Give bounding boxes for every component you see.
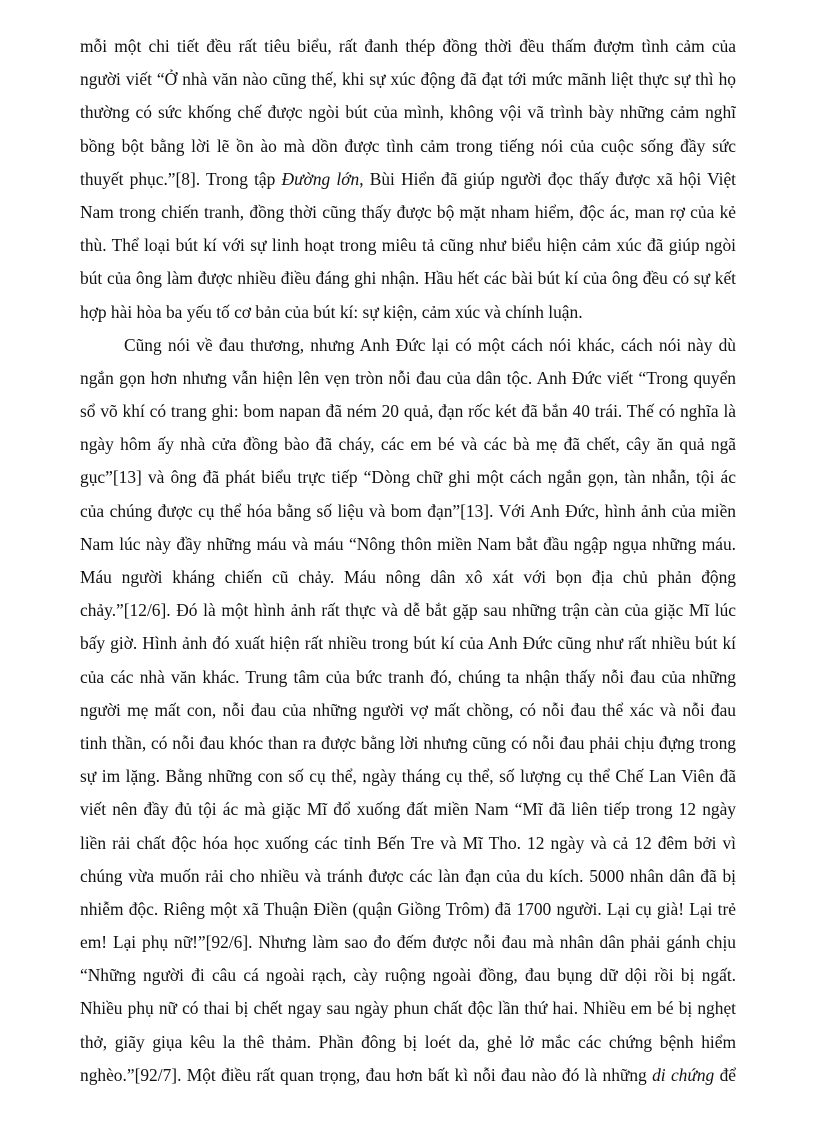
text-line [80, 1059, 736, 1092]
body-text [80, 30, 736, 1092]
text-line: nhiễm độc. Riêng một xã Thuận Điền (quận Giồng Trôm) đã 1700 người. Lại cụ già! Lại trẻ [80, 898, 736, 919]
book-title: Đường lớn [281, 168, 360, 189]
text-line: sổ võ khí có trang ghi: bom napan đã ném 20 quả, đạn rốc két đã bắn 40 trái. Thế có nghĩa là [80, 401, 736, 422]
text-line: tinh thần, có nỗi đau khóc than ra được bằng lời nhưng cũng có nỗi đau phải chịu đựng trong [80, 732, 736, 753]
text-line: của các nhà văn khác. Trung tâm của bức tranh đó, chúng ta nhận thấy nỗi đau của những [80, 666, 736, 687]
text-line: ngày hôm ấy nhà cửa đồng bào đã cháy, các em bé và các bà mẹ đã chết, cây ăn quả ngã [80, 434, 736, 455]
text-line: bồng bột bằng lời lẽ ồn ào mà dồn được tình cảm trong tiếng nói của cuộc sống đầy sức [80, 135, 736, 156]
text-line: bút của ông làm được nhiều điều đáng ghi nhận. Hầu hết các bài bút kí của ông đều có sự kết [80, 268, 736, 289]
text-run: để [714, 1064, 736, 1085]
text-line: người viết “Ở nhà văn nào cũng thế, khi sự xúc động đã đạt tới mức mãnh liệt thực sự thì họ [80, 69, 736, 90]
text-line: thở, giãy giụa kêu la thê thảm. Phần đông bị loét da, ghẻ lở mắc các chứng bệnh hiểm [80, 1031, 736, 1052]
text-line: thù. Thể loại bút kí với sự linh hoạt trong miêu tả cũng như biểu hiện cảm xúc đã giúp ngòi [80, 235, 736, 256]
text-run: nghèo.”[92/7]. Một điều rất quan trọng, đau hơn bất kì nỗi đau nào đó là những [80, 1064, 653, 1085]
text-line: bấy giờ. Hình ảnh đó xuất hiện rất nhiều trong bút kí của Anh Đức cũng như rất nhiều bút kí [80, 633, 736, 654]
text-line: Nam trong chiến tranh, đồng thời cũng thấy được bộ mặt nham hiểm, độc ác, man rợ của kẻ [80, 201, 736, 222]
text-line: gục”[13] và ông đã phát biểu trực tiếp “Dòng chữ ghi một cách ngắn gọn, tàn nhẫn, tội ác [80, 467, 736, 488]
text-line: em! Lại phụ nữ!”[92/6]. Nhưng làm sao đo đếm được nỗi đau mà nhân dân phải gánh chịu [80, 932, 736, 953]
text-line: viết nên đầy đủ tội ác mà giặc Mĩ đổ xuống đất miền Nam “Mĩ đã liên tiếp trong 12 ngày [80, 799, 736, 820]
text-line: thường có sức khống chế được ngòi bút của mình, không vội vã trình bày những cảm nghĩ [80, 102, 736, 123]
text-line: ngắn gọn hơn nhưng vẫn hiện lên vẹn tròn nỗi đau của dân tộc. Anh Đức viết “Trong quyển [80, 367, 736, 388]
text-line: Nhiều phụ nữ có thai bị chết ngay sau ngày phun chất độc lần thứ hai. Nhiều em bé bị nghẹt [80, 998, 736, 1019]
paragraph-end-line: hợp hài hòa ba yếu tố cơ bản của bút kí: sự kiện, cảm xúc và chính luận. [80, 301, 583, 322]
text-run: , Bùi Hiển đã giúp người đọc thấy được xã hội Việt [359, 168, 736, 189]
text-line: Nam lúc này đầy những máu và máu “Nông thôn miền Nam bắt đầu ngập ngụa những máu. [80, 533, 736, 554]
text-line: Máu người kháng chiến cũ chảy. Máu nông dân xô xát với bọn địa chủ phản động [80, 567, 736, 587]
text-line: sự im lặng. Bằng những con số cụ thể, ngày tháng cụ thể, số lượng cụ thể Chế Lan Viên đã [80, 766, 736, 787]
text-line: mỗi một chi tiết đều rất tiêu biểu, rất đanh thép đồng thời đều thấm đượm tình cảm của [80, 36, 736, 56]
text-line: “Những người đi câu cá ngoài rạch, cày ruộng ngoài đồng, đau bụng dữ dội rồi bị ngất. [80, 965, 736, 986]
text-run: thuyết phục.”[8]. Trong tập [80, 168, 282, 189]
text-line [80, 163, 736, 196]
text-line: liền rải chất độc hóa học xuống các tỉnh Bến Tre và Mĩ Tho. 12 ngày và cả 12 đêm bởi vì [80, 832, 736, 853]
text-line: chúng vừa muốn rải cho nhiều và tránh được các làn đạn của du kích. 5000 nhân dân đã bị [80, 865, 736, 886]
paragraph-start-line: Cũng nói về đau thương, nhưng Anh Đức lại có một cách nói khác, cách nói này dù [124, 334, 736, 355]
text-line: người mẹ mất con, nỗi đau của những người vợ mất chồng, có nỗi đau thể xác và nỗi đau [80, 699, 736, 720]
emphasized-term: di chứng [652, 1064, 715, 1085]
text-line: chảy.”[12/6]. Đó là một hình ảnh rất thực và dễ bắt gặp sau những trận càn của giặc Mĩ lúc [80, 600, 736, 621]
text-line: của chúng được cụ thể hóa bằng số liệu và bom đạn”[13]. Với Anh Đức, hình ảnh của miền [80, 500, 736, 521]
